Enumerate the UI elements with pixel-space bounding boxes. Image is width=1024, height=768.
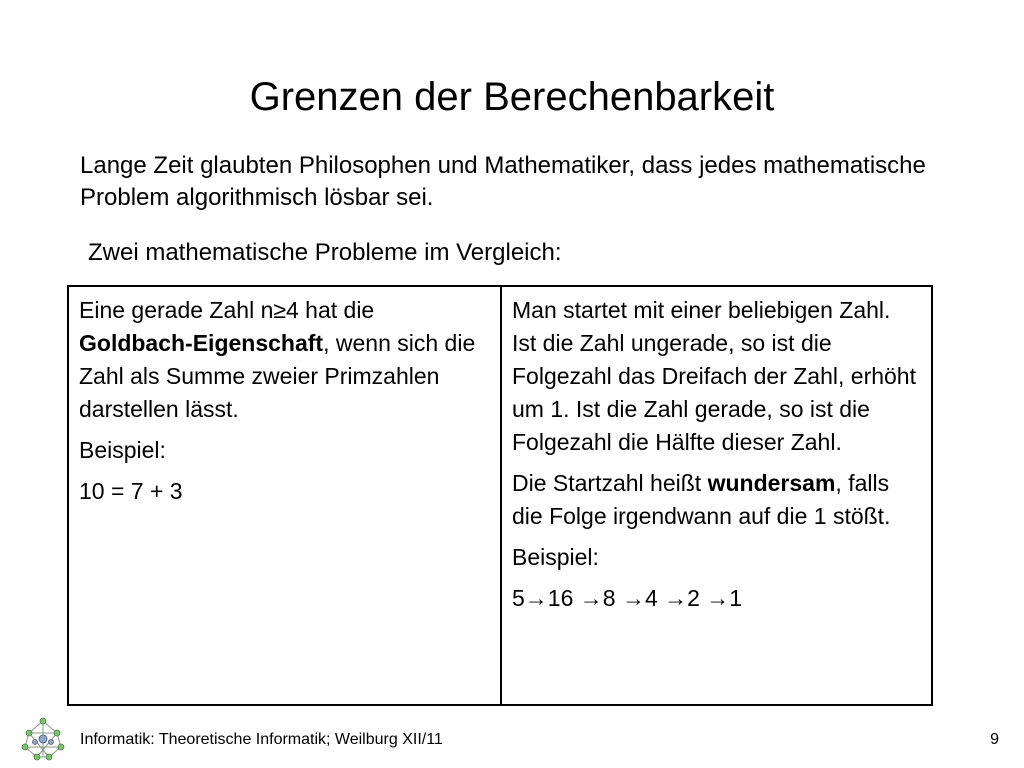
goldbach-def-after: , wenn sich die Zahl als Summe zweier Primzahlen darstellen lässt. bbox=[79, 330, 476, 422]
sequence-description: Man startet mit einer beliebigen Zahl. Ist die Zahl ungerade, so ist die Folgezahl das Dreifach der Zahl, erhöht um 1. Ist die Zahl gerade, so ist die Folgezahl die Hälfte dieser Zahl. bbox=[512, 297, 916, 455]
wundersam-def-after: , falls die Folge irgendwann auf die 1 stößt. bbox=[512, 470, 891, 529]
goldbach-example-label: Beispiel: bbox=[79, 437, 166, 463]
page-number: 9 bbox=[990, 731, 999, 748]
intro-text: Lange Zeit glaubten Philosophen und Mathematiker, dass jedes mathematische Problem algorithmisch lösbar sei. bbox=[80, 152, 926, 211]
goldbach-cell bbox=[68, 286, 501, 705]
comparison-table bbox=[67, 285, 933, 706]
wundersam-example-label: Beispiel: bbox=[512, 544, 599, 570]
goldbach-definition bbox=[79, 294, 490, 426]
goldbach-term: Goldbach-Eigenschaft bbox=[79, 330, 324, 356]
wundersam-term: wundersam bbox=[707, 470, 836, 496]
goldbach-def-before: Eine gerade Zahl n≥4 hat die bbox=[79, 297, 375, 323]
table-row bbox=[68, 286, 932, 705]
goldbach-example: 10 = 7 + 3 bbox=[79, 478, 183, 504]
slide-title: Grenzen der Berechenbarkeit bbox=[249, 75, 775, 119]
wundersam-definition bbox=[512, 467, 921, 533]
network-logo-icon bbox=[19, 715, 67, 763]
wundersam-cell bbox=[501, 286, 932, 705]
wundersam-example: 5→16 →8 →4 →2 →1 bbox=[512, 585, 743, 611]
comparison-heading: Zwei mathematische Probleme im Vergleich: bbox=[88, 239, 562, 266]
footer-text: Informatik: Theoretische Informatik; Weilburg XII/11 bbox=[80, 731, 443, 748]
wundersam-def-before: Die Startzahl heißt bbox=[512, 470, 708, 496]
